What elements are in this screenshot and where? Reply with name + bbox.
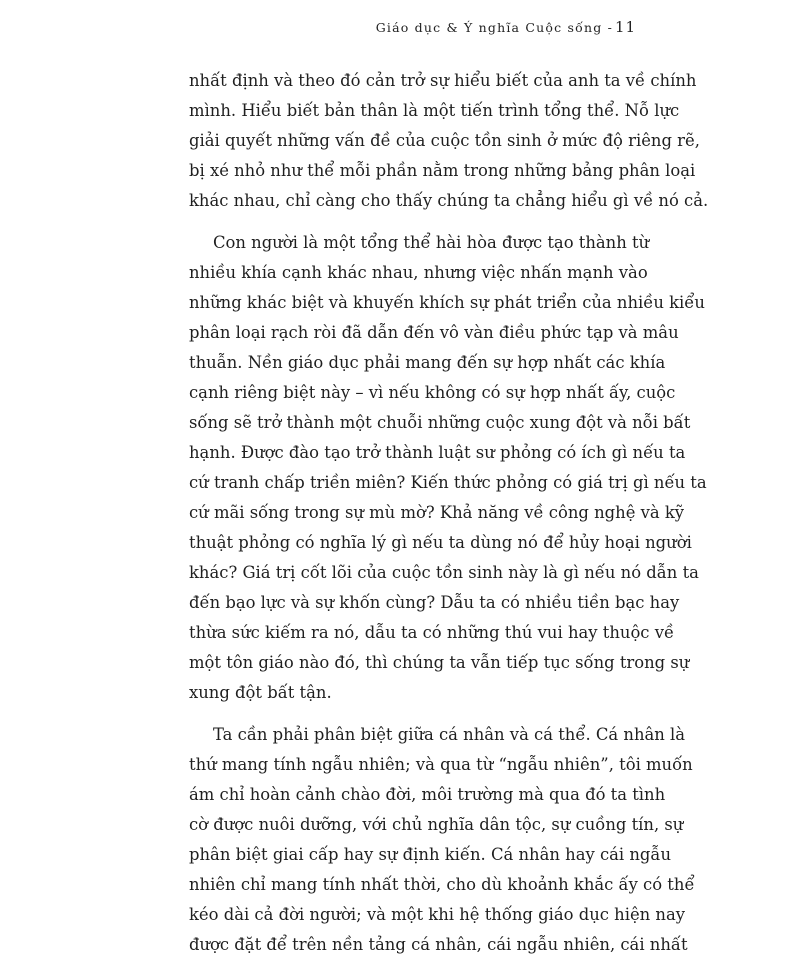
text-line: Con người là một tổng thể hài hòa được tạo thành từ bbox=[213, 233, 650, 252]
text-line: giải quyết những vấn đề của cuộc tồn sinh ở mức độ riêng rẽ, bbox=[189, 131, 700, 150]
text-line: phân loại rạch ròi đã dẫn đến vô vàn điều phức tạp và mâu bbox=[189, 323, 679, 342]
text-line: cứ tranh chấp triền miên? Kiến thức phỏng có giá trị gì nếu ta bbox=[189, 473, 707, 492]
paragraph-1 bbox=[189, 66, 709, 216]
text-line: được đặt để trên nền tảng cá nhân, cái ngẫu nhiên, cái nhất bbox=[189, 935, 688, 954]
text-line: thuật phỏng có nghĩa lý gì nếu ta dùng nó để hủy hoại người bbox=[189, 533, 692, 552]
text-line: xung đột bất tận. bbox=[189, 683, 332, 702]
text-line: sống sẽ trở thành một chuỗi những cuộc xung đột và nỗi bất bbox=[189, 413, 691, 432]
running-head-title: Giáo dục & Ý nghĩa Cuộc sống - bbox=[375, 20, 613, 35]
text-line: kéo dài cả đời người; và một khi hệ thống giáo dục hiện nay bbox=[189, 905, 686, 924]
text-line: khác nhau, chỉ càng cho thấy chúng ta chẳng hiểu gì về nó cả. bbox=[189, 191, 709, 210]
text-line: hạnh. Được đào tạo trở thành luật sư phỏng có ích gì nếu ta bbox=[189, 443, 686, 462]
text-line: nhất định và theo đó cản trở sự hiểu biết của anh ta về chính bbox=[189, 71, 697, 90]
text-line: cờ được nuôi dưỡng, với chủ nghĩa dân tộc, sự cuồng tín, sự bbox=[189, 815, 684, 834]
text-line: bị xé nhỏ như thể mỗi phần nằm trong những bảng phân loại bbox=[189, 161, 696, 180]
text-line: cạnh riêng biệt này – vì nếu không có sự hợp nhất ấy, cuộc bbox=[189, 383, 676, 402]
text-line: thứ mang tính ngẫu nhiên; và qua từ “ngẫu nhiên”, tôi muốn bbox=[189, 755, 693, 774]
text-line: những khác biệt và khuyến khích sự phát triển của nhiều kiểu bbox=[189, 293, 705, 312]
paragraph-spacer bbox=[189, 216, 615, 228]
page-number: 11 bbox=[615, 18, 637, 36]
text-line: cứ mãi sống trong sự mù mờ? Khả năng về công nghệ và kỹ bbox=[189, 503, 685, 522]
text-line: mình. Hiểu biết bản thân là một tiến trình tổng thể. Nỗ lực bbox=[189, 101, 680, 120]
text-line: thuẫn. Nền giáo dục phải mang đến sự hợp nhất các khía bbox=[189, 353, 666, 372]
body-text bbox=[189, 66, 709, 960]
paragraph-spacer bbox=[189, 708, 615, 720]
text-line: thừa sức kiếm ra nó, dẫu ta có những thú vui hay thuộc về bbox=[189, 623, 675, 642]
text-line: nhiên chỉ mang tính nhất thời, cho dù khoảnh khắc ấy có thể bbox=[189, 875, 695, 894]
text-line: ám chỉ hoàn cảnh chào đời, môi trường mà qua đó ta tình bbox=[189, 785, 666, 804]
text-line: nhiều khía cạnh khác nhau, nhưng việc nhấn mạnh vào bbox=[189, 263, 648, 282]
paragraph-2 bbox=[189, 228, 707, 708]
text-line: một tôn giáo nào đó, thì chúng ta vẫn tiếp tục sống trong sự bbox=[189, 653, 690, 672]
text-line: khác? Giá trị cốt lõi của cuộc tồn sinh này là gì nếu nó dẫn ta bbox=[189, 563, 699, 582]
text-line: phân biệt giai cấp hay sự định kiến. Cá nhân hay cái ngẫu bbox=[189, 845, 671, 864]
text-line: đến bạo lực và sự khốn cùng? Dẫu ta có nhiều tiền bạc hay bbox=[189, 593, 680, 612]
text-line: Ta cần phải phân biệt giữa cá nhân và cá thể. Cá nhân là bbox=[213, 725, 686, 744]
paragraph-3 bbox=[189, 720, 695, 960]
